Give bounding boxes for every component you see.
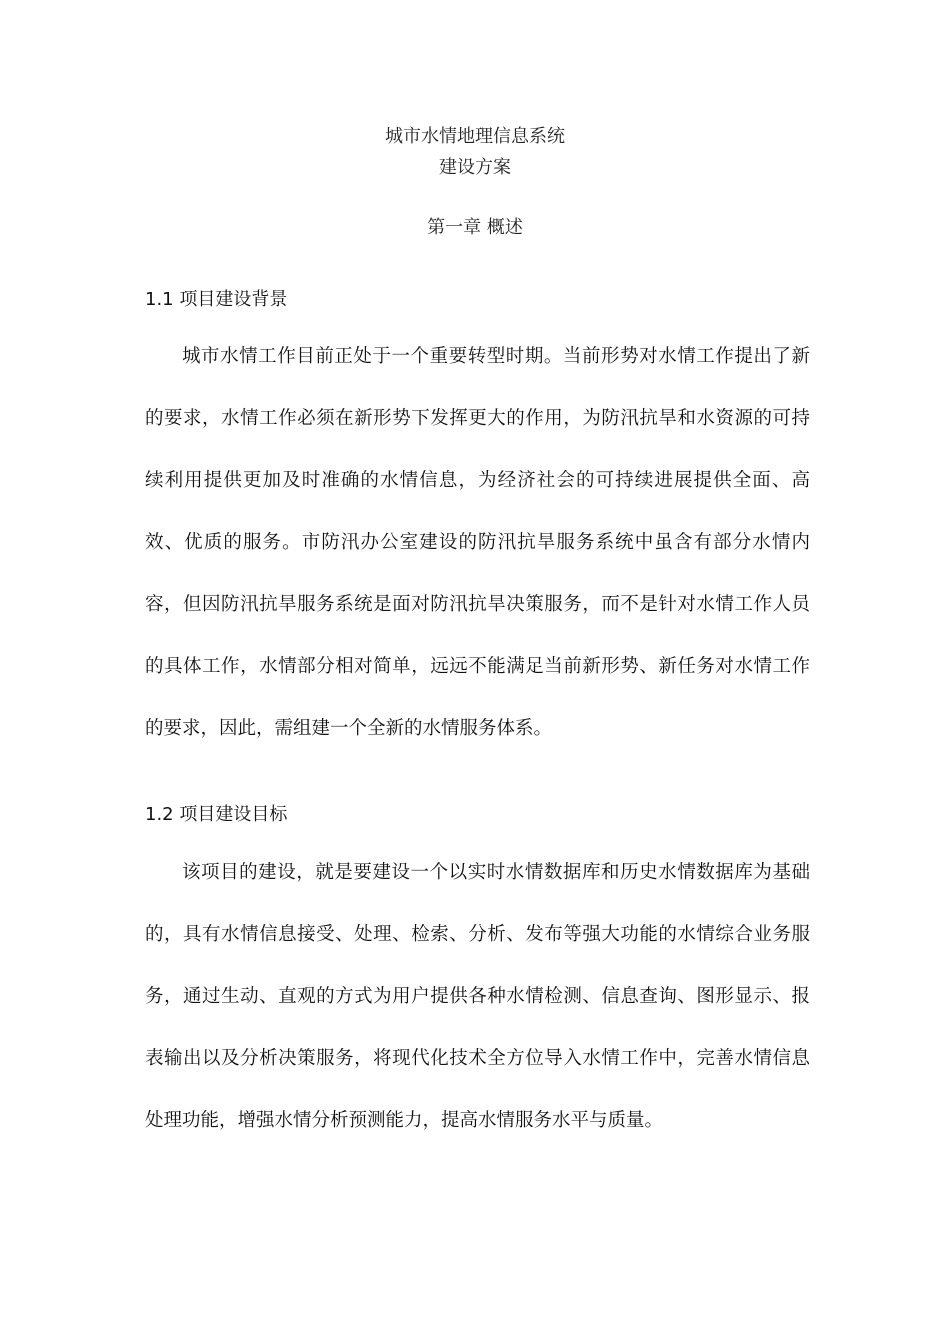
section-paragraph-background: 城市水情工作目前正处于一个重要转型时期。当前形势对水情工作提出了新的要求，水情工作必须在新形势下发挥更大的作用，为防汛抗旱和水资源的可持续利用提供更加及时准确的水情信息，为经济社会的可持续进展提供全面、高效、优质的服务。市防汛办公室建设的防汛抗旱服务系统中虽含有部分水情内容，但因防汛抗旱服务系统是面对防汛抗旱决策服务，而不是针对水情工作人员的具体工作，水情部分相对简单，远远不能满足当前新形势、新任务对水情工作的要求，因此，需组建一个全新的水情服务体系。 [145,346,810,739]
section-heading-background: 1.1 项目建设背景 [145,289,288,310]
document-subtitle: 建设方案 [439,157,511,178]
chapter-title: 第一章 概述 [427,217,523,238]
section-heading-goal: 1.2 项目建设目标 [145,804,288,825]
document-title: 城市水情地理信息系统 [385,126,565,147]
section-paragraph-goal: 该项目的建设，就是要建设一个以实时水情数据库和历史水情数据库为基础的，具有水情信息接受、处理、检索、分析、发布等强大功能的水情综合业务服务，通过生动、直观的方式为用户提供各种水情检测、信息查询、图形显示、报表输出以及分析决策服务，将现代化技术全方位导入水情工作中，完善水情信息处理功能，增强水情分析预测能力，提高水情服务水平与质量。 [145,862,810,1131]
